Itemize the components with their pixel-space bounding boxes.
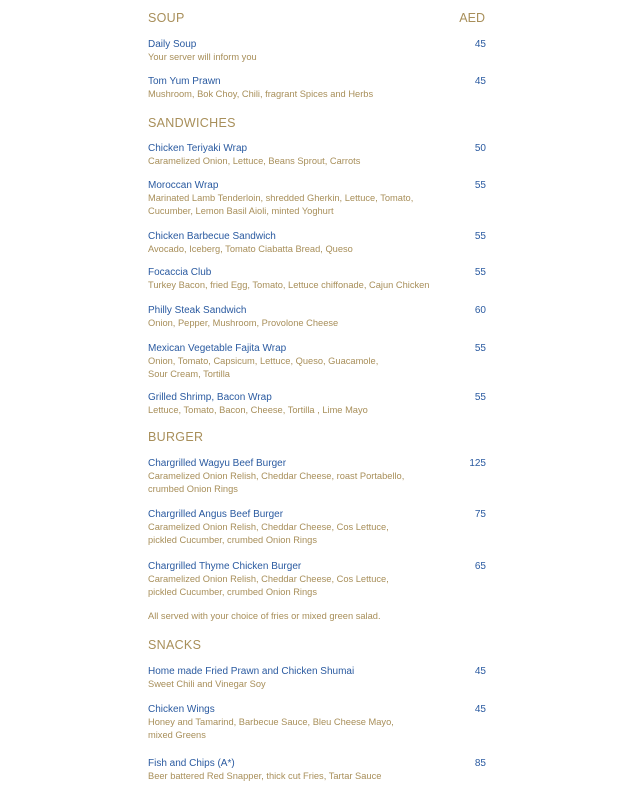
item-price: 45 bbox=[474, 666, 486, 677]
section-title-burger: BURGER bbox=[148, 430, 204, 444]
item-description: Onion, Pepper, Mushroom, Provolone Cheese bbox=[148, 318, 339, 328]
currency-label: AED bbox=[459, 11, 485, 25]
item-price: 55 bbox=[474, 392, 486, 403]
menu-item bbox=[148, 342, 486, 380]
menu-item bbox=[148, 266, 486, 292]
item-description: Onion, Tomato, Capsicum, Lettuce, Queso, Guacamole, bbox=[148, 356, 379, 366]
item-description: Caramelized Onion, Lettuce, Beans Sprout, Carrots bbox=[148, 156, 361, 166]
item-name: Focaccia Club bbox=[148, 267, 212, 278]
item-name: Chicken Barbecue Sandwich bbox=[148, 231, 276, 242]
item-description: Caramelized Onion Relish, Cheddar Cheese, roast Portabello, bbox=[148, 471, 405, 481]
burger-note: All served with your choice of fries or mixed green salad. bbox=[148, 611, 381, 621]
menu-item bbox=[148, 142, 486, 168]
item-price: 75 bbox=[474, 509, 486, 520]
section-title-sandwiches: SANDWICHES bbox=[148, 116, 236, 130]
item-price: 55 bbox=[474, 267, 486, 278]
menu-item bbox=[148, 560, 486, 598]
item-description-line2: Cucumber, Lemon Basil Aioli, minted Yoghurt bbox=[148, 205, 334, 216]
item-description-line2: pickled Cucumber, crumbed Onion Rings bbox=[148, 534, 317, 545]
item-description: Lettuce, Tomato, Bacon, Cheese, Tortilla , Lime Mayo bbox=[148, 405, 368, 415]
menu-item bbox=[148, 230, 486, 256]
item-name: Chicken Teriyaki Wrap bbox=[148, 143, 248, 154]
item-description-line2: crumbed Onion Rings bbox=[148, 483, 238, 494]
item-price: 55 bbox=[474, 180, 486, 191]
item-description: Avocado, Iceberg, Tomato Ciabatta Bread, Queso bbox=[148, 244, 353, 254]
item-description: Marinated Lamb Tenderloin, shredded Gherkin, Lettuce, Tomato, bbox=[148, 193, 414, 203]
item-price: 45 bbox=[474, 76, 486, 87]
section-title-snacks: SNACKS bbox=[148, 638, 202, 652]
item-description: Sweet Chili and Vinegar Soy bbox=[148, 679, 266, 689]
menu-item bbox=[148, 457, 486, 495]
item-description: Turkey Bacon, fried Egg, Tomato, Lettuce chiffonade, Cajun Chicken bbox=[148, 280, 430, 290]
item-price: 55 bbox=[474, 343, 486, 354]
menu-item bbox=[148, 304, 486, 330]
item-description: Honey and Tamarind, Barbecue Sauce, Bleu Cheese Mayo, bbox=[148, 717, 394, 727]
item-description-line2: mixed Greens bbox=[148, 729, 206, 740]
menu-item bbox=[148, 179, 486, 217]
item-price: 60 bbox=[474, 305, 486, 316]
item-name: Moroccan Wrap bbox=[148, 180, 219, 191]
item-name: Chargrilled Thyme Chicken Burger bbox=[148, 561, 302, 572]
item-description-line2: pickled Cucumber, crumbed Onion Rings bbox=[148, 586, 317, 597]
item-name: Home made Fried Prawn and Chicken Shumai bbox=[148, 666, 355, 677]
item-price: 45 bbox=[474, 39, 486, 50]
item-name: Daily Soup bbox=[148, 39, 197, 50]
item-description: Your server will inform you bbox=[148, 52, 257, 62]
menu-item bbox=[148, 508, 486, 546]
menu-item bbox=[148, 75, 486, 101]
item-name: Grilled Shrimp, Bacon Wrap bbox=[148, 392, 272, 403]
item-price: 55 bbox=[474, 231, 486, 242]
item-description: Beer battered Red Snapper, thick cut Fries, Tartar Sauce bbox=[148, 771, 382, 781]
item-name: Chargrilled Wagyu Beef Burger bbox=[148, 458, 287, 469]
item-price: 125 bbox=[469, 458, 486, 469]
item-name: Philly Steak Sandwich bbox=[148, 305, 247, 316]
item-name: Mexican Vegetable Fajita Wrap bbox=[148, 343, 287, 354]
item-description: Mushroom, Bok Choy, Chili, fragrant Spices and Herbs bbox=[148, 89, 374, 99]
item-description: Caramelized Onion Relish, Cheddar Cheese, Cos Lettuce, bbox=[148, 522, 389, 532]
item-name: Fish and Chips (A*) bbox=[148, 758, 235, 769]
item-price: 65 bbox=[474, 561, 486, 572]
section-title-soup: SOUP bbox=[148, 11, 185, 25]
menu-item bbox=[148, 391, 486, 417]
item-price: 85 bbox=[474, 758, 486, 769]
item-description-line2: Sour Cream, Tortilla bbox=[148, 368, 230, 379]
item-price: 50 bbox=[474, 143, 486, 154]
menu-item bbox=[148, 38, 486, 64]
item-name: Chicken Wings bbox=[148, 704, 215, 715]
item-name: Chargrilled Angus Beef Burger bbox=[148, 509, 284, 520]
item-name: Tom Yum Prawn bbox=[148, 76, 221, 87]
item-description: Caramelized Onion Relish, Cheddar Cheese, Cos Lettuce, bbox=[148, 574, 389, 584]
item-price: 45 bbox=[474, 704, 486, 715]
menu-item bbox=[148, 757, 486, 783]
menu-item bbox=[148, 665, 486, 691]
menu-item bbox=[148, 703, 486, 741]
